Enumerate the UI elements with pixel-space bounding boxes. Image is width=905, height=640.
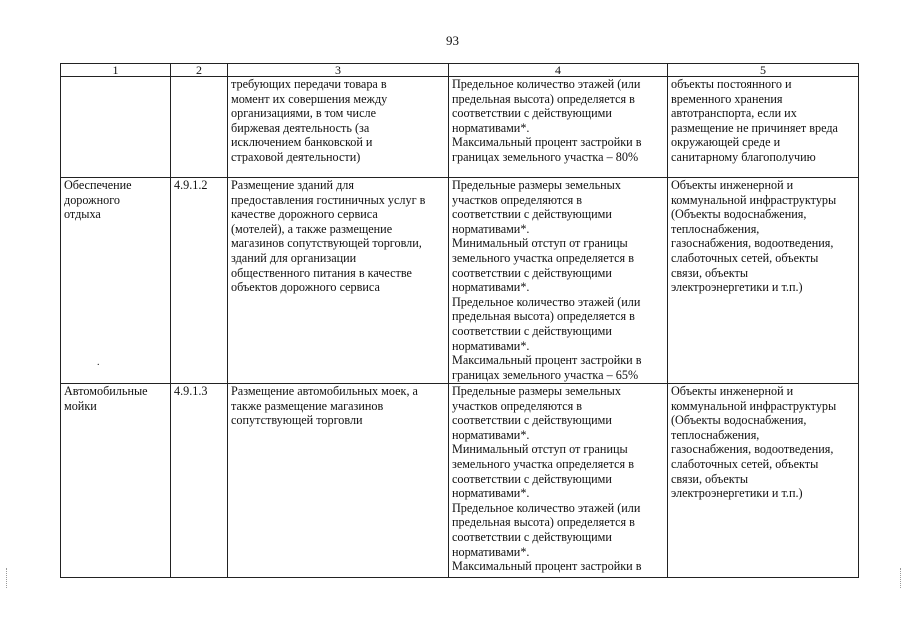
auxiliary-uses: Объекты инженерной и коммунальной инфраструктуры (Объекты водоснабжения, теплоснабжения, газоснабжения, водоотведения, слаботочных сетей, объекты связи, объекты электроэнергетики и т.п.): [671, 384, 837, 501]
auxiliary-uses: объекты постоянного и временного хранения автотранспорта, если их размещение не причиняет вреда окружающей среде и санитарному благополучию: [671, 77, 838, 164]
use-type-description: Размещение автомобильных моек, а также размещение магазинов сопутствующей торговли: [231, 384, 418, 428]
use-type-code: [174, 77, 224, 177]
building-parameters: Предельное количество этажей (или предельная высота) определяется в соответствии с действующими нормативами*. Максимальный процент застройки в границах земельного участка – 80%: [452, 77, 642, 164]
building-parameters: Предельные размеры земельных участков определяются в соответствии с действующими нормативами*. Минимальный отступ от границы земельного участка определяется в соответствии с действующими нормативами*. Предельное количество этажей (или предельная высота) определяется в соответствии с действующими нормативами*. Максимальный процент застройки в: [452, 384, 642, 574]
use-type-description: Размещение зданий для предоставления гостиничных услуг в качестве дорожного сервиса (мотелей), а также размещение магазинов сопутствующей торговли, зданий для организации общественного питания в качестве объектов дорожного сервиса: [231, 178, 426, 295]
column-header: 1: [61, 64, 171, 77]
auxiliary-uses: Объекты инженерной и коммунальной инфраструктуры (Объекты водоснабжения, теплоснабжения, газоснабжения, водоотведения, слаботочных сетей, объекты связи, объекты электроэнергетики и т.п.): [671, 178, 837, 295]
building-parameters: Предельные размеры земельных участков определяются в соответствии с действующими нормативами*. Минимальный отступ от границы земельного участка определяется в соответствии с действующими нормативами*. Предельное количество этажей (или предельная высота) определяется в соответствии с действующими нормативами*. Максимальный процент застройки в границах земельного участка – 65%: [452, 178, 642, 382]
column-header: 5: [668, 64, 859, 77]
use-type-name: Автомобильные мойки: [64, 384, 148, 413]
use-type-name: [64, 77, 167, 177]
use-type-code: 4.9.1.3: [174, 384, 208, 398]
table-row: [61, 384, 859, 578]
column-header: 3: [228, 64, 449, 77]
table-row: [61, 178, 859, 384]
right-margin-mark: [900, 568, 902, 588]
stray-dot: .: [97, 357, 100, 368]
use-type-code: 4.9.1.2: [174, 178, 208, 192]
use-type-name: Обеспечение дорожного отдыха: [64, 178, 132, 222]
table-row: [61, 77, 859, 178]
header-row: [61, 64, 859, 77]
column-header: 2: [171, 64, 228, 77]
page-number: 93: [446, 33, 459, 48]
regulations-table: [60, 63, 859, 578]
column-header: 4: [449, 64, 668, 77]
use-type-description: требующих передачи товара в момент их совершения между организациями, в том числе биржевая деятельность (за исключением банковской и страховой деятельности): [231, 77, 388, 164]
left-margin-mark: [6, 568, 8, 588]
